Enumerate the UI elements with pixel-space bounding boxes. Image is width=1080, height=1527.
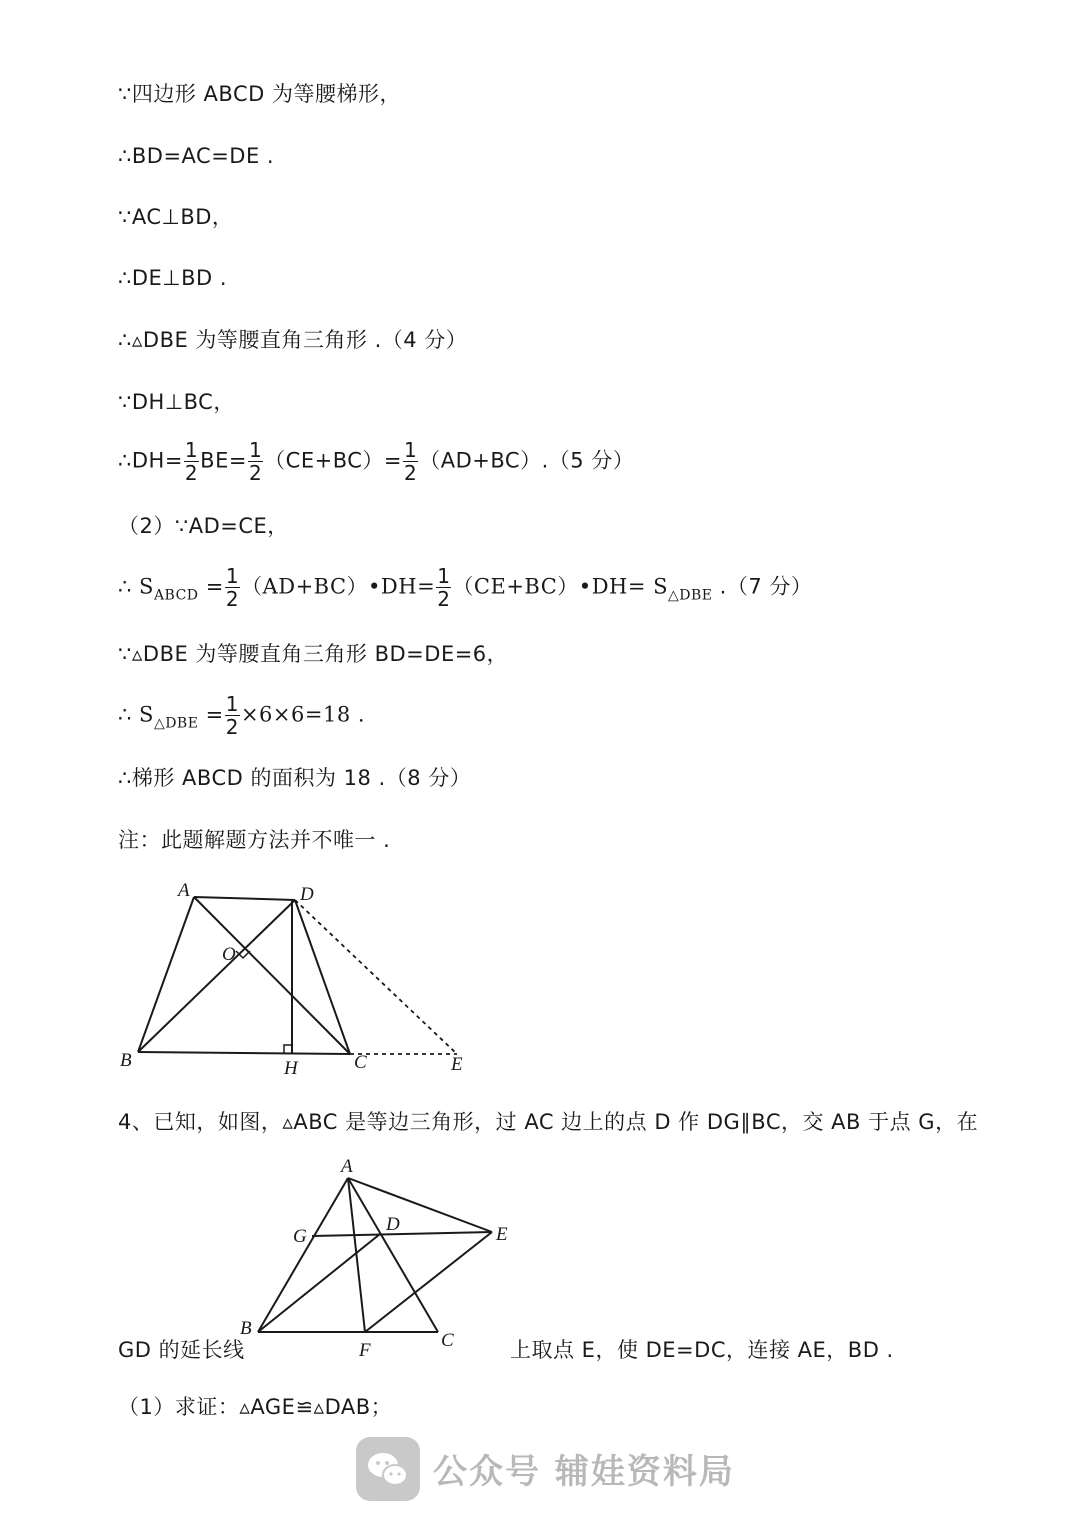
numerator: 1 [404,438,418,462]
trapezoid-figure [110,872,490,1082]
solution-line: ∵DH⊥BC， [118,390,235,414]
fraction [225,566,240,609]
solution-line: ∴BD=AC=DE . [118,144,275,168]
text: BE= [200,448,247,473]
solution-line: ∵AC⊥BD， [118,205,234,229]
denominator: 2 [404,461,418,485]
point-label-h: H [284,1058,298,1079]
solution-line-area [118,566,812,610]
problem-4-line-end: 上取点 E，使 DE=DC，连接 AE，BD . [510,1338,894,1362]
denominator: 2 [225,715,239,739]
numerator: 1 [437,564,451,588]
text: ∴DH= [118,448,183,473]
segment-ab [138,897,194,1052]
solution-line-dh [118,440,634,483]
fraction [403,440,418,483]
denominator: 2 [225,587,240,611]
solution-line: ∵四边形 ABCD 为等腰梯形， [118,82,401,106]
point-label-o: O [222,944,236,965]
point-label-c: C [354,1052,367,1073]
segment-ab [258,1178,348,1332]
solution-line: ∴DE⊥BD . [118,266,228,290]
triangle-figure [230,1150,530,1365]
subscript: △DBE [153,715,199,732]
fraction [436,566,451,609]
point-label-d: D [386,1214,400,1235]
fraction [225,694,240,737]
solution-line-result [118,694,365,738]
point-label-e: E [496,1224,508,1245]
point-label-e: E [451,1054,463,1075]
text: .（7 分） [712,574,813,599]
right-angle-mark-h [284,1045,292,1053]
solution-line: ∴梯形 ABCD 的面积为 18 .（8 分） [118,766,472,790]
subscript: ABCD [153,587,199,604]
note-line: 注：此题解题方法并不唯一 . [118,828,391,852]
fraction [184,440,199,483]
subscript: △DBE [668,587,713,604]
segment-dc [295,900,350,1054]
text: ×6×6=18 . [240,702,366,727]
watermark-text: 公众号 辅娃资料局 [433,1452,735,1492]
text: （CE+BC）•DH= S [452,574,668,599]
numerator: 1 [184,438,199,462]
problem-4-question-1: （1）求证：▵AGE≌▵DAB； [118,1395,393,1419]
point-label-d: D [300,884,314,905]
denominator: 2 [437,587,451,611]
point-label-a: A [178,880,190,901]
numerator: 1 [225,692,239,716]
text: （CE+BC）= [264,448,402,473]
numerator: 1 [225,564,240,588]
text: ∴ S [118,702,154,727]
problem-4-line: 4、已知，如图，▵ABC 是等边三角形，过 AC 边上的点 D 作 DG∥BC，交 AB 于点 G，在 [118,1110,979,1134]
numerator: 1 [248,438,263,462]
text: = [198,574,224,599]
wechat-icon [356,1437,420,1501]
point-label-c: C [441,1330,454,1351]
text: = [198,702,224,727]
text: （AD+BC）•DH= [241,574,436,599]
denominator: 2 [248,461,263,485]
segment-bc [138,1052,350,1054]
segment-ae [348,1178,492,1232]
solution-line: （2）∵AD=CE， [118,514,289,538]
fraction [248,440,263,483]
segment-ad [194,897,295,900]
segment-de-dashed [295,900,457,1054]
segment-ge [312,1232,492,1236]
point-label-b: B [120,1050,132,1071]
text: （AD+BC）.（5 分） [419,448,635,473]
point-label-f: F [359,1340,371,1361]
problem-4-line-start: GD 的延长线 [118,1338,245,1362]
solution-line: ∴▵DBE 为等腰直角三角形 .（4 分） [118,328,468,352]
point-label-g: G [293,1226,307,1247]
text: ∴ S [118,574,154,599]
point-label-b: B [240,1318,252,1339]
denominator: 2 [184,461,199,485]
segment-bd [258,1234,380,1332]
point-label-a: A [341,1156,353,1177]
solution-line: ∵▵DBE 为等腰直角三角形 BD=DE=6， [118,642,509,666]
